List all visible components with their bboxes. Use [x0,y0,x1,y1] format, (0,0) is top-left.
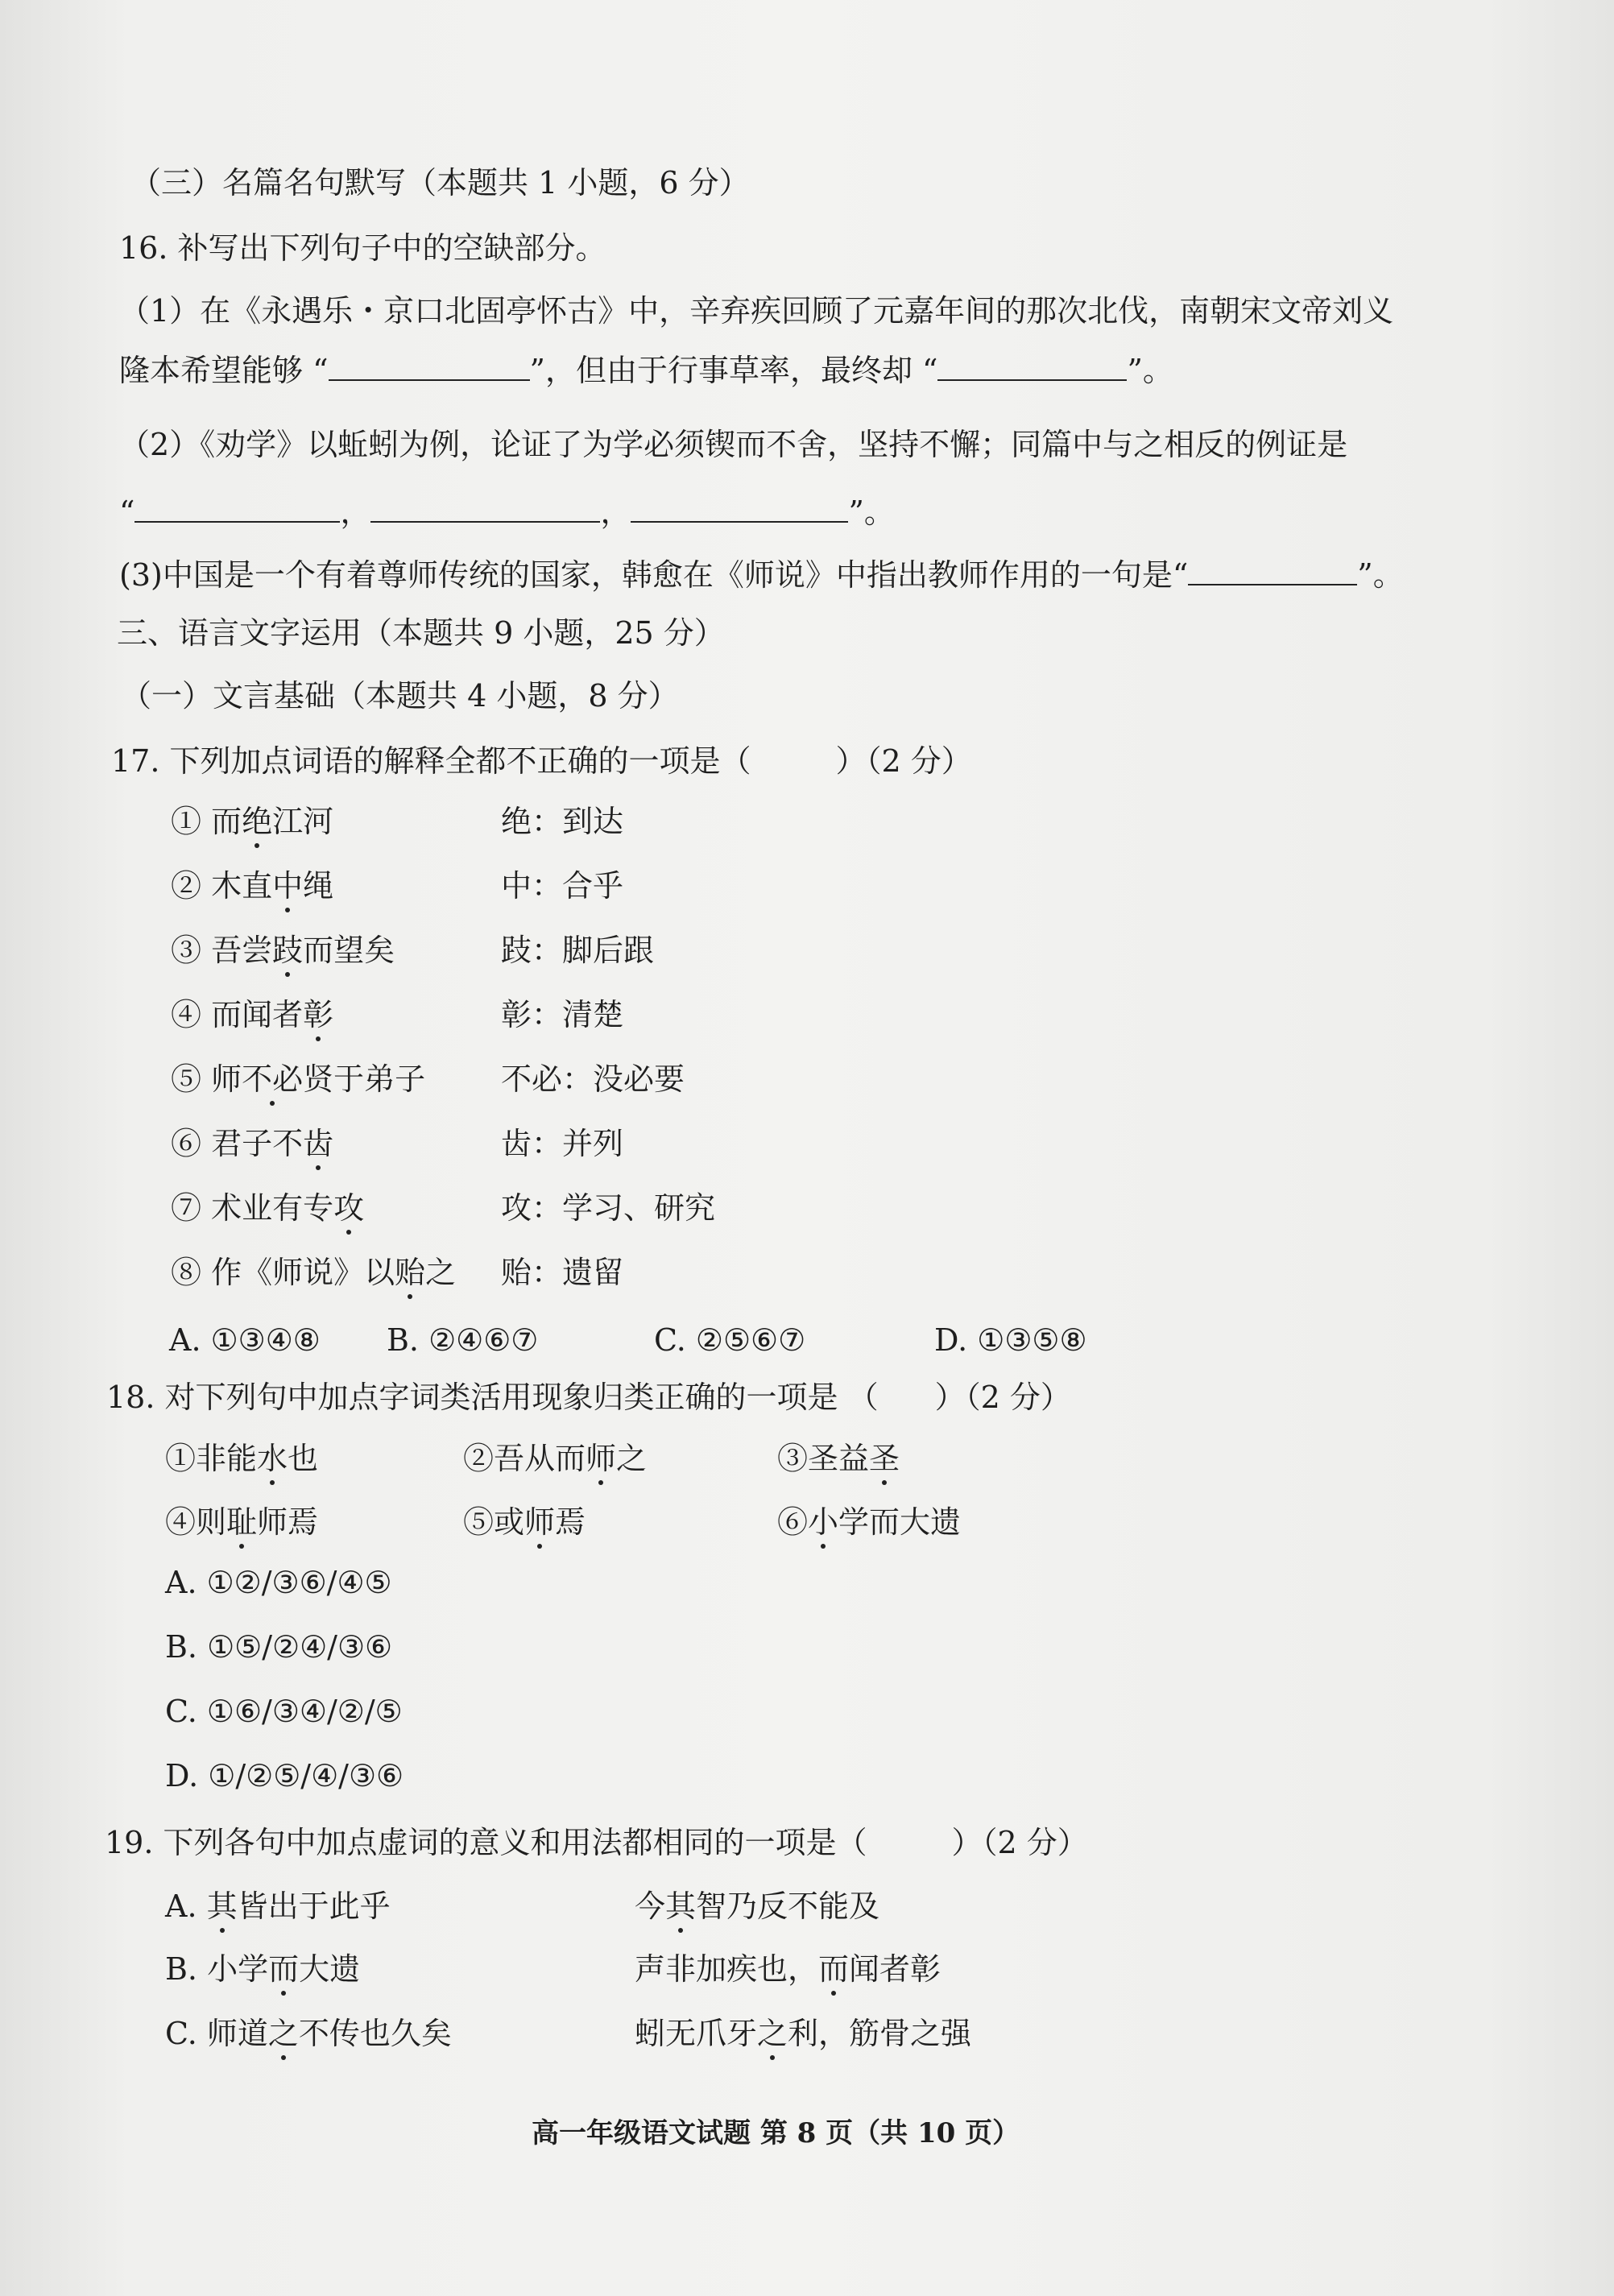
q19-sentence-left[interactable] [165,1950,360,1988]
q18-phrase [463,1439,647,1478]
close-quote: ”。 [848,494,895,530]
phrase-text: 君子不 [201,1126,304,1161]
q18-phrase [463,1503,586,1541]
q18-phrase [165,1503,318,1541]
emphasized-word: 耻 [226,1504,258,1540]
phrase-text: 而望矣 [303,933,395,968]
phrase-text: 闻者彰 [849,1951,942,1987]
phrase-text: 之 [616,1441,648,1476]
phrase-text: 蚓无爪牙 [635,2016,758,2051]
emphasized-word: 其 [665,1889,697,1924]
q18-phrase [777,1439,900,1478]
emphasized-word: 而 [268,1951,300,1987]
phrase-text: B. 小学 [165,1951,269,1987]
phrase-text: 利，筋骨之强 [788,2016,972,2051]
q19-sentence-right [635,2014,971,2053]
phrase-text: 也 [288,1441,319,1476]
q17-item-explanation: 跂：脚后跟 [501,933,655,968]
emphasized-word: 彰 [303,997,334,1032]
q16-part3-text-a: (3)中国是一个有着尊师传统的国家，韩愈在《师说》中指出教师作用的一句是“ [119,557,1189,593]
q16-part2-line1: （2）《劝学》以蚯蚓为例，论证了为学必须锲而不舍，坚持不懈；同篇中与之相反的例证是 [119,427,1348,462]
phrase-text: 而闻者 [201,997,304,1032]
phrase-text: ④则 [165,1504,227,1540]
fill-blank[interactable] [631,494,848,523]
phrase-text: ③圣益 [777,1441,870,1476]
emphasized-word: 师 [586,1441,617,1476]
q16-part3-text-b: ”。 [1357,557,1404,593]
page-footer: 高一年级语文试题 第 8 页（共 10 页） [532,2117,1020,2149]
emphasized-word: 其 [206,1889,238,1924]
phrase-text: 而 [201,804,242,839]
question-17-stem [111,742,972,780]
item-number: ⑤ [171,1061,202,1097]
phrase-text: ②吾从而 [463,1441,586,1476]
phrase-text: 今 [635,1889,666,1924]
answer-option[interactable]: D. ①/②⑤/④/③⑥ [165,1758,404,1793]
phrase-text: 绳 [303,868,334,904]
item-number: ③ [171,933,202,968]
q16-part2-line2 [119,493,895,532]
q17-item-explanation: 攻：学习、研究 [501,1190,716,1226]
phrase-text: ⑤或 [463,1504,525,1540]
q16-part3 [119,556,1404,594]
q19-sentence-right [635,1950,941,1988]
fill-blank[interactable] [370,494,600,523]
phrase-text: 作《师说》以 [201,1255,395,1290]
phrase-text: 之 [425,1255,457,1290]
q18-stem-text: 18. 对下列句中加点字词类活用现象归类正确的一项是 （ [106,1380,879,1415]
part-heading: 三、语言文字运用（本题共 9 小题，25 分） [117,615,725,651]
answer-option[interactable]: C. ①⑥/③④/②/⑤ [165,1694,403,1729]
emphasized-word: 师 [524,1504,556,1540]
item-number: ② [171,868,202,904]
answer-option[interactable]: D. ①③⑤⑧ [934,1322,1087,1358]
question-16-stem: 16. 补写出下列句子中的空缺部分。 [119,230,606,266]
emphasized-word: 中 [272,868,304,904]
fill-blank[interactable] [134,494,340,523]
phrase-text: 吾尝 [201,933,273,968]
separator: ， [340,494,371,530]
emphasized-word: 绝 [242,804,273,839]
phrase-text: 江河 [272,804,334,839]
emphasized-word: 水 [257,1441,288,1476]
phrase-text: 智乃反不能及 [696,1889,880,1924]
q17-item-explanation: 中：合乎 [501,868,624,904]
fill-blank[interactable] [329,352,530,381]
q17-item-phrase [171,1060,425,1098]
emphasized-word: 小 [808,1504,839,1540]
emphasized-word: 不必 [242,1061,304,1097]
q17-item-phrase [171,802,333,841]
q17-item-phrase [171,1253,456,1292]
q17-item-phrase [171,931,395,970]
fill-blank[interactable] [1188,556,1357,585]
emphasized-word: 而 [818,1951,850,1987]
separator: ， [600,494,631,530]
q19-stem-text: 19. 下列各句中加点虚词的意义和用法都相同的一项是（ [105,1825,867,1860]
q17-item-explanation: 彰：清楚 [501,997,624,1032]
answer-option[interactable]: C. ②⑤⑥⑦ [654,1322,806,1358]
q18-phrase [165,1439,318,1478]
q17-item-phrase [171,1124,333,1163]
fill-blank[interactable] [937,352,1127,381]
question-19-stem [105,1823,1088,1862]
question-18-stem [106,1378,1071,1417]
section-heading: （一）文言基础（本题共 4 小题，8 分） [121,678,679,714]
item-number: ⑦ [171,1190,202,1226]
phrase-text: 不传也久矣 [298,2016,452,2051]
phrase-text: 术业有专 [201,1190,334,1226]
emphasized-word: 之 [757,2016,788,2051]
q16-part1-line1: （1）在《永遇乐・京口北固亭怀古》中，辛弃疾回顾了元嘉年间的那次北伐，南朝宋文帝刘义 [119,293,1394,329]
phrase-text: ①非能 [165,1441,258,1476]
item-number: ① [171,804,202,839]
phrase-text: A. [165,1889,207,1924]
q17-item-phrase [171,867,333,905]
section-heading: （三）名篇名句默写（本题共 1 小题，6 分） [130,165,750,201]
emphasized-word: 齿 [303,1126,334,1161]
open-quote: “ [119,494,135,530]
emphasized-word: 之 [267,2016,299,2051]
q16-part1-text-b: ”，但由于行事草率，最终却 “ [529,353,938,388]
q19-sentence-left[interactable] [165,2014,452,2053]
answer-option[interactable]: A. ①②/③⑥/④⑤ [165,1565,392,1600]
q18-phrase [777,1503,961,1541]
answer-option[interactable]: B. ②④⑥⑦ [387,1322,539,1358]
q17-item-explanation: 齿：并列 [501,1126,624,1161]
phrase-text: 师 [201,1061,242,1097]
emphasized-word: 跂 [272,933,304,968]
phrase-text: 皆出于此乎 [237,1889,391,1924]
q19-sentence-right [635,1887,879,1926]
q17-item-explanation: 绝：到达 [501,804,624,839]
q18-stem-score: ）（2 分） [934,1380,1071,1415]
q17-stem-score: ）（2 分） [835,743,972,779]
item-number: ⑥ [171,1126,202,1161]
answer-option[interactable]: B. ①⑤/②④/③⑥ [165,1629,393,1665]
q16-part1-line2 [119,351,1173,390]
emphasized-word: 攻 [333,1190,365,1226]
emphasized-word: 贻 [395,1255,426,1290]
q17-item-phrase [171,1189,364,1227]
q17-stem-text: 17. 下列加点词语的解释全都不正确的一项是（ [111,743,751,779]
phrase-text: 大遗 [299,1951,361,1987]
q17-item-explanation: 贻：遗留 [501,1255,624,1290]
phrase-text: 声非加疾也， [635,1951,819,1987]
phrase-text: 木直 [201,868,273,904]
q16-part1-text-c: ”。 [1127,353,1173,388]
q16-part1-text-a: 隆本希望能够 “ [119,353,329,388]
phrase-text: 贤于弟子 [303,1061,426,1097]
emphasized-word: 圣 [869,1441,900,1476]
item-number: ⑧ [171,1255,202,1290]
phrase-text: 焉 [555,1504,586,1540]
phrase-text: ⑥ [777,1504,809,1540]
phrase-text: C. 师道 [165,2016,268,2051]
q19-stem-score: ）（2 分） [951,1825,1088,1860]
q17-item-explanation: 不必：没必要 [501,1061,685,1097]
q19-sentence-left[interactable] [165,1887,391,1926]
q17-item-phrase [171,995,333,1034]
phrase-text: 师焉 [257,1504,319,1540]
answer-option[interactable]: A. ①③④⑧ [169,1322,321,1358]
item-number: ④ [171,997,202,1032]
phrase-text: 学而大遗 [838,1504,962,1540]
